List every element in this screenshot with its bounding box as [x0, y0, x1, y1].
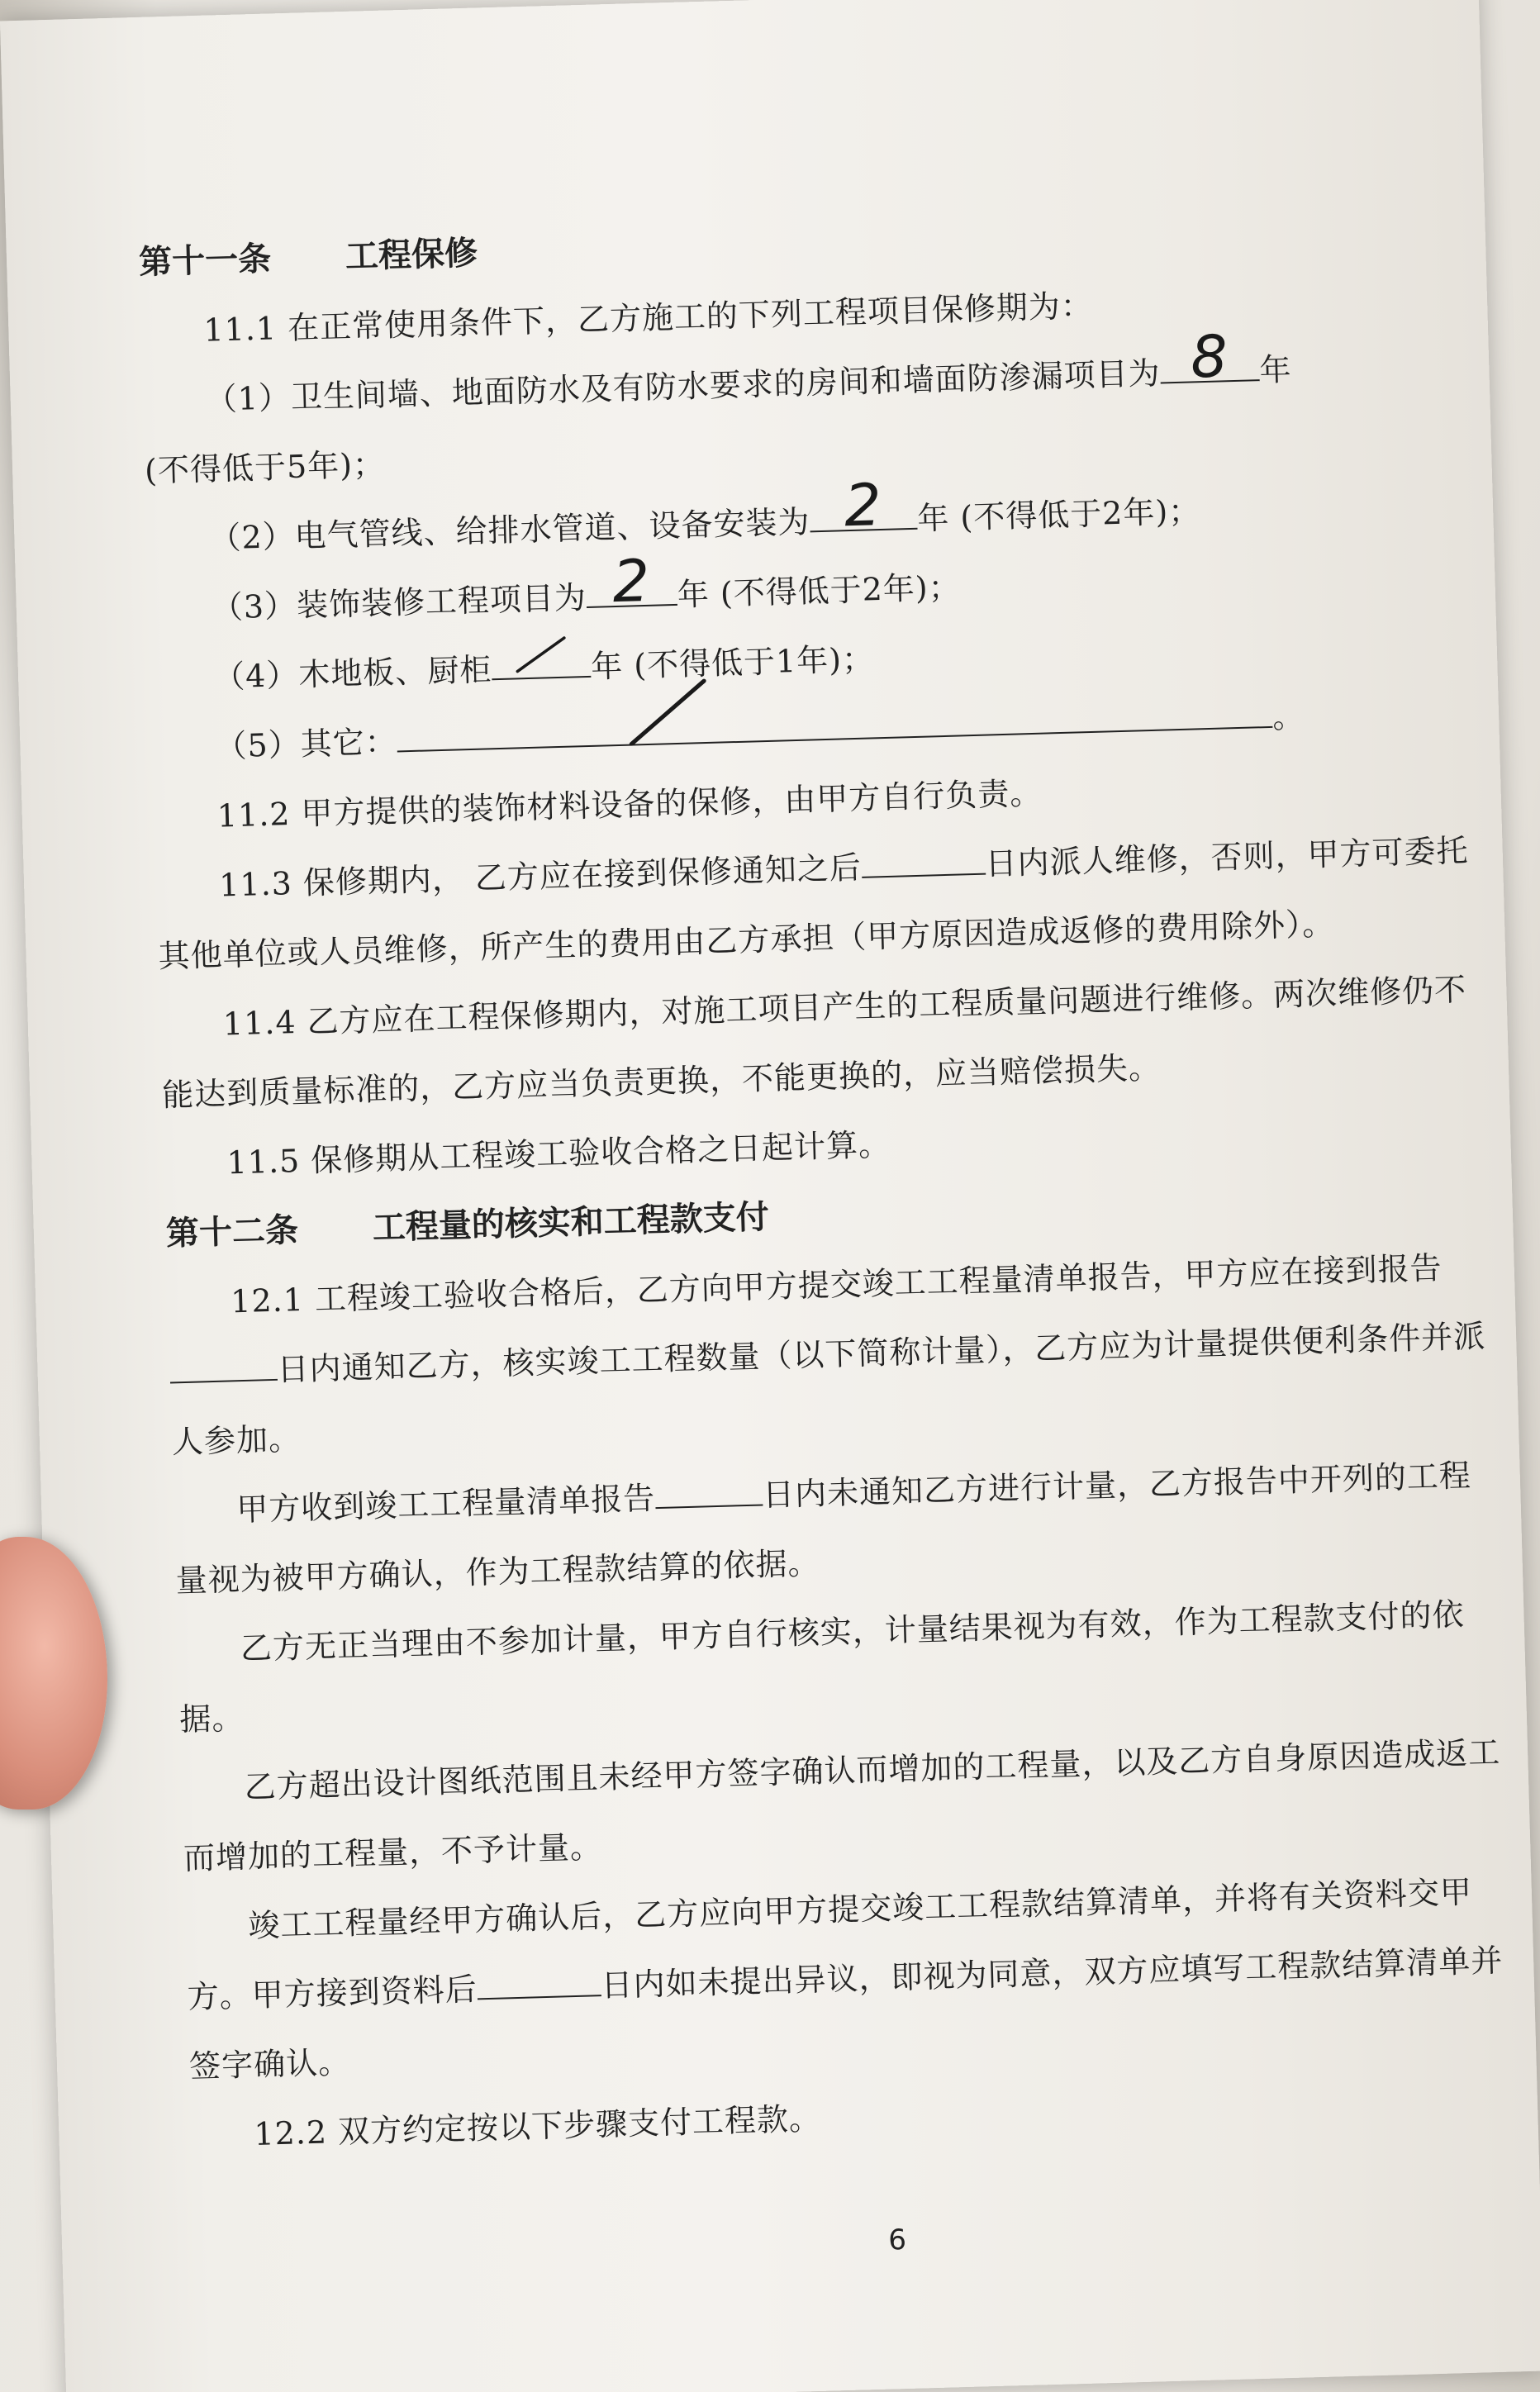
clause-12-1-para-5: [184, 1857, 1511, 2102]
para-2-text-a: 甲方收到竣工工程量清单报告: [235, 1480, 656, 1529]
item-2-text: （2）电气管线、给排水管道、设备安装为: [208, 503, 811, 557]
item-4-text: （4）木地板、厨柜: [212, 651, 492, 696]
page-text: [138, 191, 1514, 2171]
clause-11-2: 11.2 甲方提供的装饰材料设备的保修，由甲方自行负责。: [216, 774, 1043, 835]
item-1-handwritten-value: 8: [1190, 322, 1229, 392]
article-11-title: 工程保修: [345, 234, 478, 276]
clause-12-1: [167, 1232, 1494, 1477]
clause-12-2: 12.2 双方约定按以下步骤支付工程款。: [253, 2100, 822, 2152]
clause-11-3-text-b: 日内派人维修，否则，甲方可委托其他单位或人员维修，所产生的费用由乙方承担（甲方原因造成返修的费用除外）。: [158, 832, 1470, 975]
para-5-text-b: 日内如未提出异议，即视为同意，双方应填写工程款结算清单并签字确认。: [188, 1942, 1504, 2085]
para-5-blank: [477, 1962, 601, 2000]
item-3-blank: [586, 546, 677, 616]
item-3-unit: 年 (不得低于2年)；: [677, 568, 962, 613]
item-4-unit: 年 (不得低于1年)；: [590, 640, 875, 685]
item-1-text: （1）卫生间墙、地面防水及有防水要求的房间和墙面防渗漏项目为: [205, 354, 1162, 418]
clause-11-4: 11.4 乙方应在工程保修期内，对施工项目产生的工程质量问题进行维修。两次维修仍不能达到质量标准的，乙方应当负责更换，不能更换的，应当赔偿损失。: [161, 971, 1467, 1114]
para-2-text-b: 日内未通知乙方进行计量，乙方报告中开列的工程量视为被甲方确认，作为工程款结算的依据。: [175, 1457, 1472, 1600]
article-11-number: 第十一条: [138, 240, 272, 282]
item-2-handwritten-value: 2: [843, 470, 883, 540]
item-2-unit: 年 (不得低于2年)；: [916, 492, 1201, 537]
clause-11-1: 11.1 在正常使用条件下，乙方施工的下列工程项目保修期为：: [202, 287, 1094, 349]
page-number: 6: [887, 2223, 907, 2257]
clause-11-3-text-a: 11.3 保修期内， 乙方应在接到保修通知之后: [218, 849, 863, 904]
clause-11-3-blank: [861, 840, 986, 878]
article-12-title: 工程量的核实和工程款支付: [372, 1198, 770, 1248]
item-1-unit: 年: [1258, 351, 1293, 389]
item-5-end: 。: [1271, 697, 1305, 735]
clause-12-1-para-3: 乙方无正当理由不参加计量，甲方自行核实，计量结果视为有效，作为工程款支付的依据。: [178, 1595, 1466, 1738]
para-2-blank: [654, 1471, 763, 1509]
article-12-number: 第十二条: [165, 1211, 299, 1253]
item-3-handwritten-value: 2: [611, 546, 652, 616]
item-2-blank: [810, 470, 918, 540]
clause-11-1-item-1-cont: (不得低于5年)；: [144, 445, 386, 489]
para-5-text-a: 竣工工程量经甲方确认后，乙方应向甲方提交竣工工程款结算清单，并将有关资料交甲方。甲方接到资料后: [187, 1873, 1473, 2016]
item-5-slash-mark: [615, 678, 721, 747]
clause-12-1-text-a: 12.1 工程竣工验收合格后，乙方向甲方提交竣工工程量清单报告，甲方应在接到报告: [230, 1249, 1443, 1320]
item-3-text: （3）装饰装修工程项目为: [211, 579, 587, 626]
clause-11-5: 11.5 保修期从工程竣工验收合格之日起计算。: [226, 1125, 891, 1182]
item-4-blank: [491, 643, 591, 680]
clause-12-1-text-b: 日内通知乙方，核实竣工工程数量（以下简称计量），乙方应为计量提供便利条件并派人参加。: [171, 1317, 1486, 1461]
item-4-slash-mark: [511, 629, 572, 680]
item-1-blank: [1160, 322, 1260, 392]
clause-12-1-para-4: 乙方超出设计图纸范围且未经甲方签字确认而增加的工程量，以及乙方自身原因造成返工而增加的工程量，不予计量。: [183, 1733, 1501, 1877]
clause-12-1-blank: [169, 1346, 278, 1384]
item-5-text: （5）其它：: [214, 723, 398, 765]
